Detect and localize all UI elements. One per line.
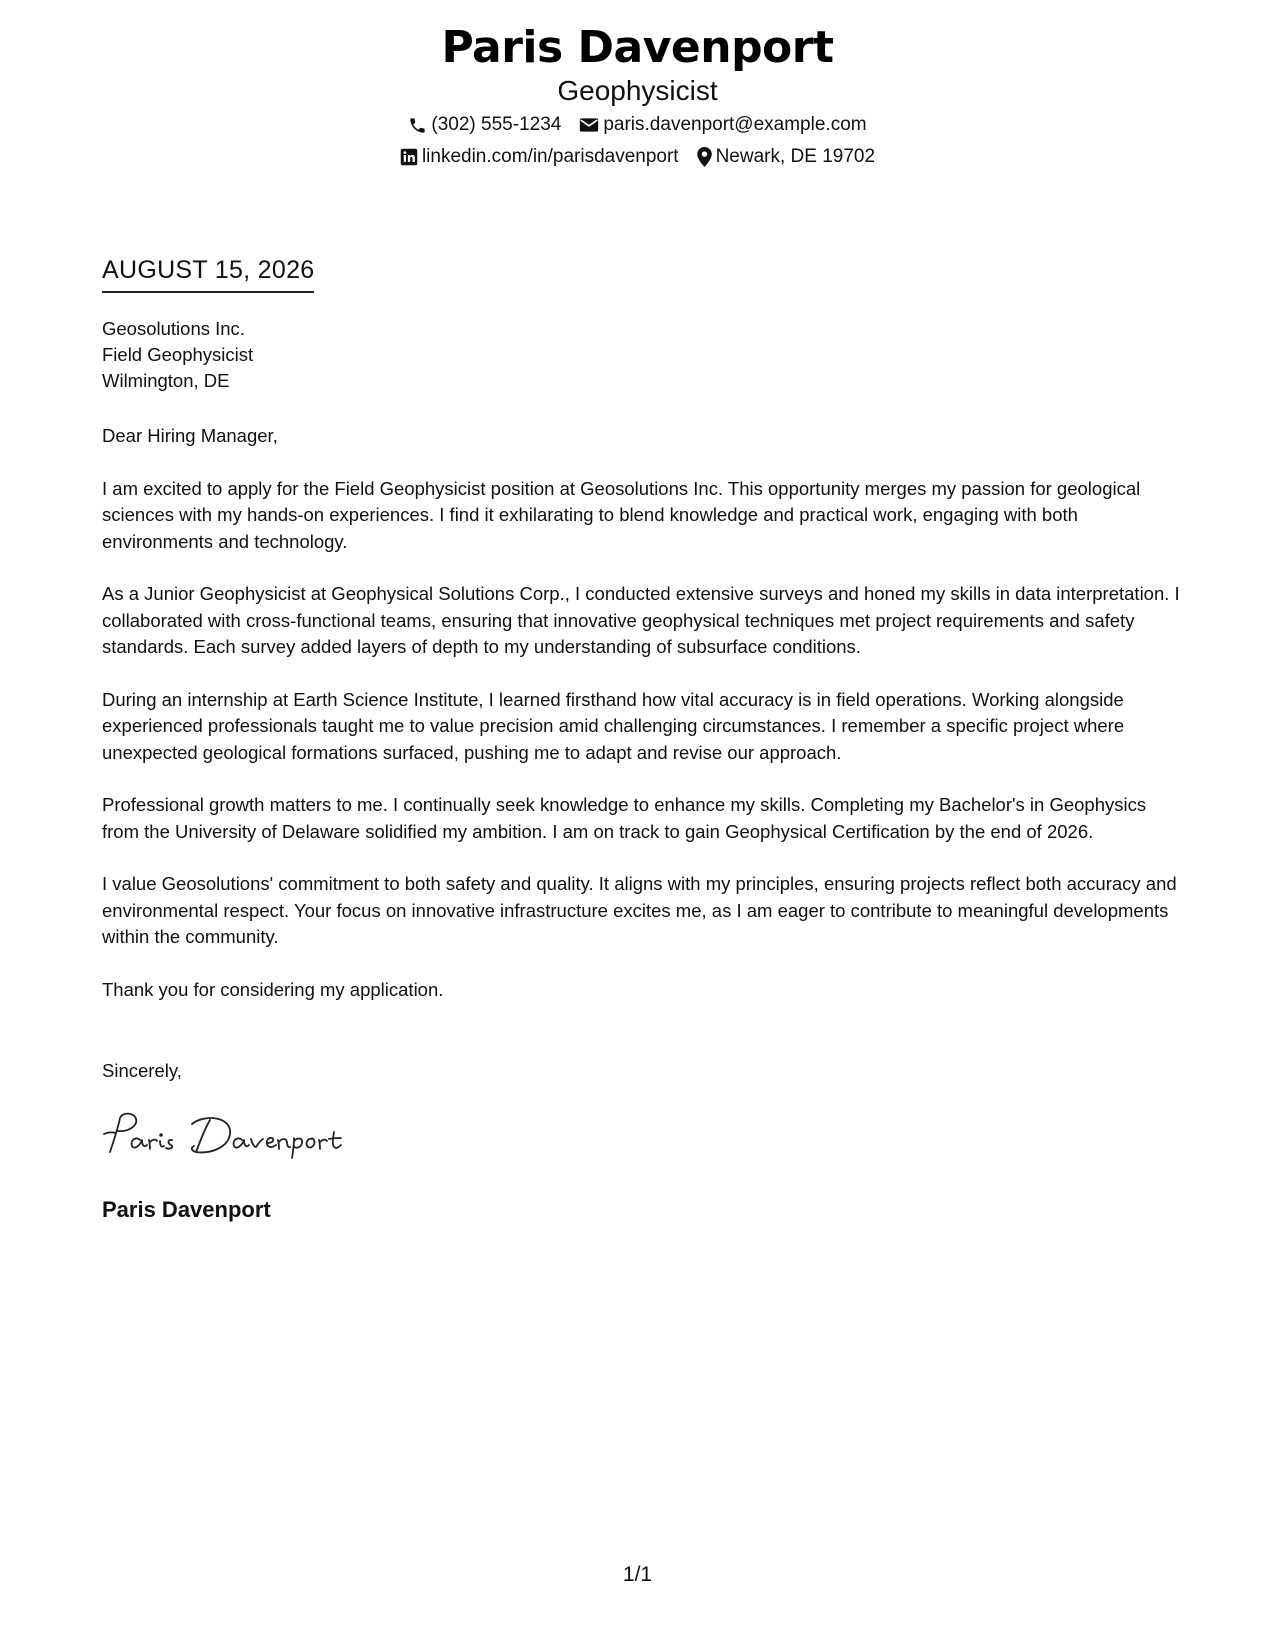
- location-text: Newark, DE 19702: [715, 146, 876, 167]
- envelope-icon: [579, 117, 599, 133]
- contact-row-primary: [0, 113, 1275, 137]
- paragraph-3: During an internship at Earth Science Institute, I learned firsthand how vital accuracy is in field operations. Working alongside experienced professionals taught me to value precision amid challenging circumstances. I remember a specific project where unexpected geological formations surfaced, pushing me to adapt and revise our approach.: [102, 688, 1125, 763]
- phone-icon: [408, 116, 427, 135]
- paragraph-5: I value Geosolutions' commitment to both safety and quality. It aligns with my principles, ensuring projects reflect both accuracy and environmental respect. Your focus on innovative infrastructure excites me, as I am eager to contribute to meaningful developments within the community.: [102, 873, 1177, 947]
- contact-row-secondary: [0, 145, 1275, 169]
- paragraph-2: As a Junior Geophysicist at Geophysical Solutions Corp., I conducted extensive surveys and honed my skills in data interpretation. I collaborated with cross-functional teams, ensuring that innovative geophysical techniques met project requirements and safety standards. Each survey added layers of depth to my understanding of subsurface conditions.: [102, 583, 1180, 657]
- letter-body: [102, 423, 1182, 1029]
- signer-name: Paris Davenport: [102, 1197, 271, 1222]
- applicant-name: Paris Davenport: [441, 22, 834, 73]
- letter-header: [0, 22, 1275, 169]
- map-pin-icon: [697, 147, 712, 167]
- paragraph-1: I am excited to apply for the Field Geophysicist position at Geosolutions Inc. This opportunity merges my passion for geological sciences with my hands-on experiences. I find it exhilarating to blend knowledge and practical work, engaging with both environments and technology.: [102, 477, 1141, 552]
- linkedin-text[interactable]: linkedin.com/in/parisdavenport: [421, 146, 679, 167]
- recipient-block: [102, 316, 253, 394]
- paragraph-closing-thanks: Thank you for considering my application.: [102, 978, 444, 1000]
- linkedin-icon: [400, 148, 418, 166]
- page-number: 1/1: [622, 1563, 653, 1586]
- contact-linkedin[interactable]: [400, 145, 679, 169]
- date-block: [102, 255, 314, 293]
- email-text[interactable]: paris.davenport@example.com: [603, 114, 867, 135]
- phone-text: (302) 555-1234: [431, 114, 562, 135]
- recipient-location: Wilmington, DE: [102, 370, 230, 391]
- contact-email[interactable]: [579, 113, 866, 137]
- paragraph-4: Professional growth matters to me. I continually seek knowledge to enhance my skills. Completing my Bachelor's in Geophysics from the University of Delaware solidified my ambition. I am on track to gain Geophysical Certification by the end of 2026.: [102, 794, 1147, 842]
- contact-phone: [408, 113, 561, 137]
- letter-date: AUGUST 15, 2026: [102, 255, 314, 293]
- applicant-title: Geophysicist: [557, 75, 718, 106]
- salutation: Dear Hiring Manager,: [102, 425, 278, 446]
- contact-location: [697, 145, 875, 169]
- handwritten-signature: [100, 1110, 360, 1165]
- recipient-position: Field Geophysicist: [102, 344, 254, 365]
- closing-line: Sincerely,: [102, 1060, 182, 1081]
- recipient-company: Geosolutions Inc.: [102, 318, 245, 339]
